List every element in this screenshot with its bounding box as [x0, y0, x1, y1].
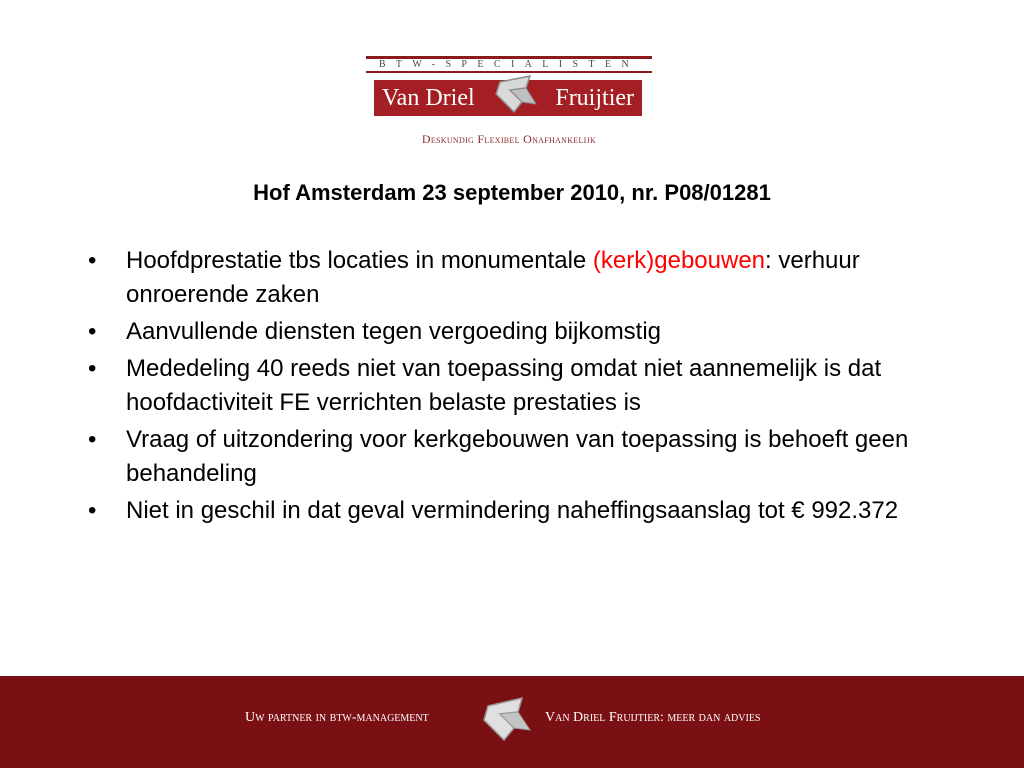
bullet-text-after: : verhuur onroerende zaken [126, 247, 860, 308]
bullet-item [88, 494, 968, 528]
bullet-dot: • [88, 426, 97, 453]
bullet-text: Mededeling 40 reeds niet van toepassing omdat niet aannemelijk is dat hoofdactiviteit FE verrichten belaste prestaties is [126, 355, 882, 416]
logo-name-left: Van Driel [382, 85, 475, 111]
bullet-highlight: (kerk)gebouwen [592, 247, 766, 274]
footer-bar [0, 676, 1024, 768]
footer-emblem-icon [474, 692, 540, 748]
footer-slogan-right: Van Driel Fruijtier: meer dan advies [545, 710, 761, 725]
bullet-text: Niet in geschil in dat geval vermindering naheffingsaanslag tot € 992.372 [126, 497, 899, 524]
slide-title: Hof Amsterdam 23 september 2010, nr. P08/01281 [253, 180, 771, 205]
bullet-item [88, 423, 968, 491]
logo-name-right: Fruijtier [555, 85, 634, 111]
bullet-text-before: Hoofdprestatie tbs locaties in monumentale [126, 247, 593, 274]
bullet-dot: • [88, 497, 97, 524]
bullet-item [88, 352, 968, 420]
logo-emblem-icon [486, 72, 546, 120]
bullet-item [88, 315, 968, 349]
footer-slogan-left: Uw partner in btw-management [245, 710, 429, 725]
bullet-text: Aanvullende diensten tegen vergoeding bijkomstig [126, 318, 662, 345]
bullet-item [88, 244, 968, 312]
bullet-list [88, 244, 968, 531]
logo-tagline-bottom: Deskundig Flexibel Onafhankelijk [421, 132, 597, 146]
company-logo [366, 56, 652, 152]
bullet-text: Vraag of uitzondering voor kerkgebouwen van toepassing is behoeft geen behandeling [126, 426, 909, 487]
bullet-dot: • [88, 355, 97, 382]
bullet-dot: • [88, 247, 97, 274]
logo-tagline-top: BTW-SPECIALISTEN [378, 59, 640, 70]
bullet-dot: • [88, 318, 97, 345]
